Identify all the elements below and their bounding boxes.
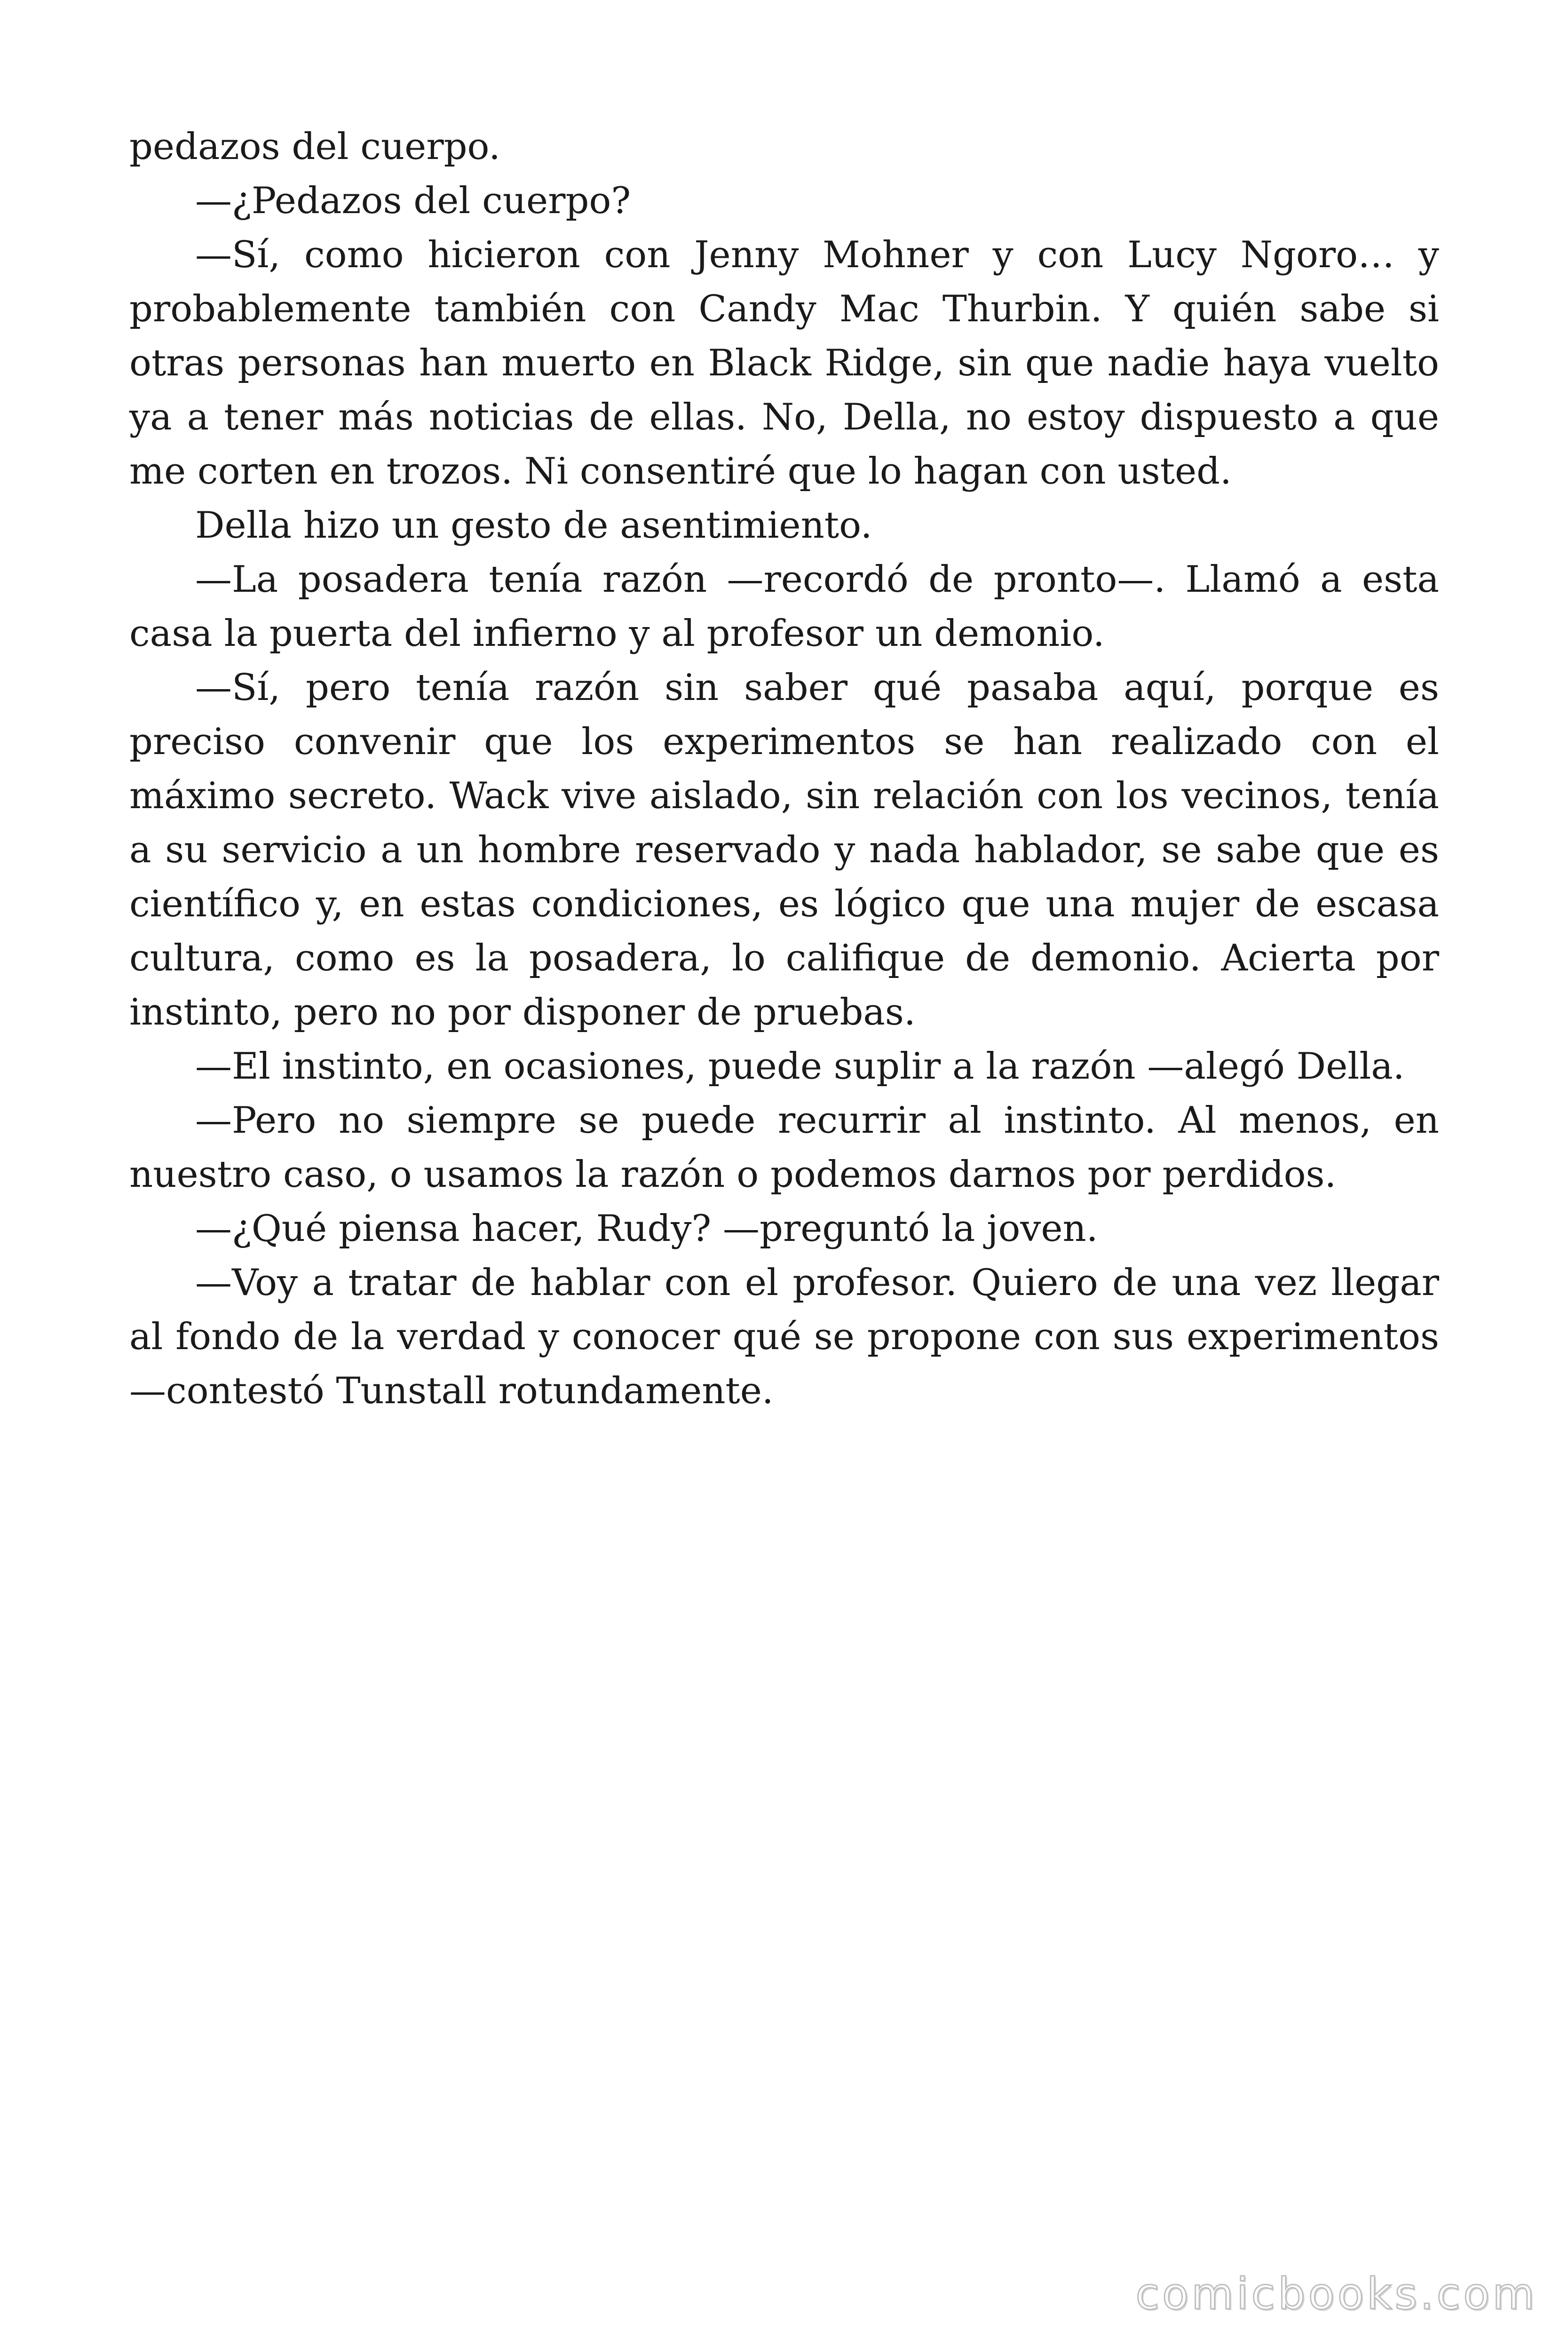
paragraph-dialogue: —¿Pedazos del cuerpo? — [195, 180, 631, 222]
paragraph-continuation: pedazos del cuerpo. — [129, 126, 500, 168]
body-text — [129, 120, 1439, 1418]
paragraph-dialogue: —El instinto, en ocasiones, puede suplir a la razón —alegó Della. — [195, 1045, 1405, 1088]
paragraph-narration: Della hizo un gesto de asentimiento. — [195, 504, 872, 547]
paragraph-dialogue: —La posadera tenía razón —recordó de pronto—. Llamó a esta casa la puerta del infierno y al profesor un demonio. — [129, 558, 1439, 655]
paragraph-dialogue: —Voy a tratar de hablar con el profesor. Quiero de una vez llegar al fondo de la verdad y conocer qué se propone con sus experimentos —contestó Tunstall rotundamente. — [129, 1262, 1439, 1412]
paragraph-dialogue: —¿Qué piensa hacer, Rudy? —preguntó la joven. — [195, 1208, 1098, 1250]
paragraph-dialogue: —Pero no siempre se puede recurrir al instinto. Al menos, en nuestro caso, o usamos la razón o podemos darnos por perdidos. — [129, 1099, 1439, 1196]
watermark: comicbooks.com — [1135, 2269, 1537, 2319]
paragraph-dialogue: —Sí, como hicieron con Jenny Mohner y con Lucy Ngoro… y probablemente también con Candy Mac Thurbin. Y quién sabe si otras personas han muerto en Black Ridge, sin que nadie haya vuelto ya a tener más noticias de ellas. No, Della, no estoy dispuesto a que me corten en trozos. Ni consentiré que lo hagan con usted. — [129, 234, 1439, 493]
paragraph-dialogue: —Sí, pero tenía razón sin saber qué pasaba aquí, porque es preciso convenir que los experimentos se han realizado con el máximo secreto. Wack vive aislado, sin relación con los vecinos, tenía a su servicio a un hombre reservado y nada hablador, se sabe que es científico y, en estas condiciones, es lógico que una mujer de escasa cultura, como es la posadera, lo califique de demonio. Acierta por instinto, pero no por disponer de pruebas. — [129, 667, 1439, 1033]
